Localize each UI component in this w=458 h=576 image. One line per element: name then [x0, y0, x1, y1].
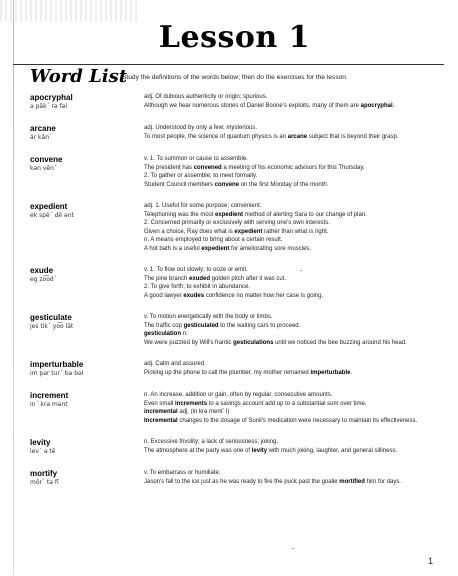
vocab-word: imperturbable: [30, 360, 84, 369]
definition-line: 2. To gather or assemble; to meet formally.: [144, 173, 258, 179]
vocab-entry: [30, 266, 440, 300]
vocab-entry: [30, 155, 440, 189]
definition-block: [144, 202, 440, 253]
vocab-term: [30, 313, 144, 347]
vocab-word-usage: Incremental: [144, 417, 178, 424]
vocab-word-usage: mortified: [339, 478, 365, 485]
vocab-term: [30, 391, 144, 425]
definition-line: Incremental changes to the dosage of Sunil's medication were necessary to maintain its effectiveness.: [144, 417, 418, 424]
vocab-entry: [30, 202, 440, 253]
vocab-word: apocryphal: [30, 93, 73, 102]
definition-line: v. 1. To flow out slowly; to ooze or emit.: [144, 267, 248, 273]
vocab-word-usage: gesticulated: [183, 322, 219, 329]
definition-line: 2. Concerned primarily or exclusively with serving one's own interests.: [144, 220, 330, 226]
vocab-word-usage: exuded: [189, 275, 211, 282]
scan-speck: [300, 270, 302, 271]
definition-block: [144, 124, 440, 142]
definition-line: Picking up the phone to call the plumber, my mother remained imperturbable.: [144, 369, 353, 376]
definition-block: [144, 360, 440, 378]
vocabulary-list: [30, 93, 440, 487]
pronunciation: kən vēn´: [30, 165, 57, 172]
definition-block: [144, 313, 440, 347]
definition-block: [144, 93, 440, 111]
definition-line: Given a choice, Ray does what is expedient rather than what is right.: [144, 228, 329, 235]
pronunciation: môr´ tə fī: [30, 479, 59, 486]
definition-line: v. To motion energetically with the body or limbs.: [144, 314, 273, 320]
vocab-word-usage: expedient: [234, 228, 263, 235]
definition-line: Telephoning was the most expedient method of alerting Sara to our change of plan.: [144, 211, 367, 218]
definition-line: Even small increments to a savings account add up to a substantial sum over time.: [144, 400, 367, 407]
definition-line: Student Council members convene on the first Monday of the month.: [144, 181, 329, 188]
pronunciation: eg zo͞od´: [30, 276, 57, 283]
definition-line: The pine branch exuded golden pitch after it was cut.: [144, 275, 287, 282]
pronunciation: ek spē´ dē ənt: [30, 212, 74, 219]
vocab-word: exude: [30, 266, 54, 275]
vocab-term: [30, 469, 144, 487]
definition-line: A hot bath is a useful expedient for ameliorating sore muscles.: [144, 245, 312, 252]
pronunciation: in´ krə mənt: [30, 401, 68, 408]
page-number: 1: [428, 556, 434, 566]
vocab-word: arcane: [30, 124, 56, 133]
wordlist-title: Word List: [30, 66, 128, 87]
vocab-entry: [30, 360, 440, 378]
vocab-term: [30, 438, 144, 456]
pronunciation: ə păk´ rə fəl: [30, 103, 68, 110]
definition-line: n. A means employed to bring about a certain result.: [144, 237, 283, 243]
vocab-word-usage: apocryphal: [360, 102, 393, 109]
vocab-term: [30, 124, 144, 142]
vocab-word: expedient: [30, 202, 68, 211]
vocab-term: [30, 155, 144, 189]
pronunciation: lev´ ə tē: [30, 448, 56, 455]
definition-line: adj. Understood by only a few; mysterious.: [144, 125, 258, 131]
definition-line: incremental adj. (in krə ment´ l): [144, 409, 230, 415]
vocab-word: mortify: [30, 469, 58, 478]
vocab-word-usage: gesticulation: [144, 331, 182, 337]
vocab-term: [30, 93, 144, 111]
vocab-word-usage: imperturbable: [310, 369, 351, 376]
definition-block: [144, 438, 440, 456]
vocab-term: [30, 360, 144, 378]
definition-line: adj. Of dubious authenticity or origin; spurious.: [144, 94, 268, 100]
vocab-term: [30, 266, 144, 300]
vocab-word-usage: arcane: [287, 133, 308, 140]
definition-line: n. An increase, addition or gain, often by regular, consecutive amounts.: [144, 392, 333, 398]
vocab-word-usage: incremental: [144, 409, 178, 415]
vocab-word-usage: expedient: [201, 245, 230, 252]
wordlist-heading: [30, 66, 127, 87]
definition-line: n. Excessive frivolity; a lack of seriousness; joking.: [144, 439, 279, 445]
lesson-title: Lesson 1: [158, 20, 310, 55]
definition-block: [144, 155, 440, 189]
vocab-word: convene: [30, 155, 63, 164]
vocab-entry: [30, 438, 440, 456]
definition-line: adj. 1. Useful for some purpose; convenient.: [144, 203, 262, 209]
definition-block: [144, 391, 440, 425]
pronunciation: jes tik´ yo͞o lāt: [30, 323, 74, 330]
scan-smudge: [0, 0, 140, 22]
definition-line: 2. To give forth; to exhibit in abundance.: [144, 284, 250, 290]
left-margin-rule: [13, 0, 14, 576]
vocab-entry: [30, 124, 440, 142]
definition-line: The traffic cop gesticulated to the waiting cars to proceed.: [144, 322, 301, 329]
vocab-word: gesticulate: [30, 313, 72, 322]
vocab-word-usage: gesticulations: [233, 339, 274, 346]
vocab-term: [30, 202, 144, 253]
definition-line: The atmosphere at the party was one of levity with much joking, laughter, and general silliness.: [144, 447, 398, 454]
header-divider: [13, 64, 444, 65]
definition-block: [144, 469, 440, 487]
vocab-entry: [30, 313, 440, 347]
vocab-entry: [30, 93, 440, 111]
definition-line: A good lawyer exudes confidence no matter how her case is going.: [144, 292, 324, 299]
vocab-word-usage: exudes: [183, 292, 205, 299]
vocab-word-usage: convene: [214, 181, 240, 188]
pronunciation: är kān´: [30, 134, 53, 141]
definition-line: gesticulation n.: [144, 331, 188, 337]
definition-block: [144, 266, 440, 300]
definition-line: Jason's fall to the ice just as he was ready to fire the puck past the goalie mortified him for days.: [144, 478, 401, 485]
definition-line: We were puzzled by Will's frantic gesticulations until we noticed the bee buzzing around his head.: [144, 339, 407, 346]
vocab-entry: [30, 391, 440, 425]
vocab-word-usage: increments: [175, 400, 208, 407]
vocab-word-usage: levity: [251, 447, 268, 454]
vocab-word: increment: [30, 391, 69, 400]
definition-line: To most people, the science of quantum physics is an arcane subject that is beyond their grasp.: [144, 133, 399, 140]
wordlist-instructions: Study the definitions of the words below; then do the exercises for the lesson.: [122, 74, 348, 81]
scan-speck: [292, 548, 294, 549]
vocab-entry: [30, 469, 440, 487]
definition-line: adj. Calm and assured.: [144, 361, 206, 367]
vocab-word-usage: expedient: [215, 211, 244, 218]
definition-line: The president has convened a meeting of his economic advisors for this Thursday.: [144, 164, 365, 171]
pronunciation: im pər tur´ bə bəl: [30, 370, 84, 377]
definition-line: Although we hear numerous stories of Daniel Boone's exploits, many of them are apocryphal.: [144, 102, 395, 109]
vocab-word-usage: convened: [193, 164, 222, 171]
vocab-word: levity: [30, 438, 51, 447]
definition-line: v. 1. To summon or cause to assemble.: [144, 156, 248, 162]
definition-line: v. To embarrass or humiliate.: [144, 470, 221, 476]
